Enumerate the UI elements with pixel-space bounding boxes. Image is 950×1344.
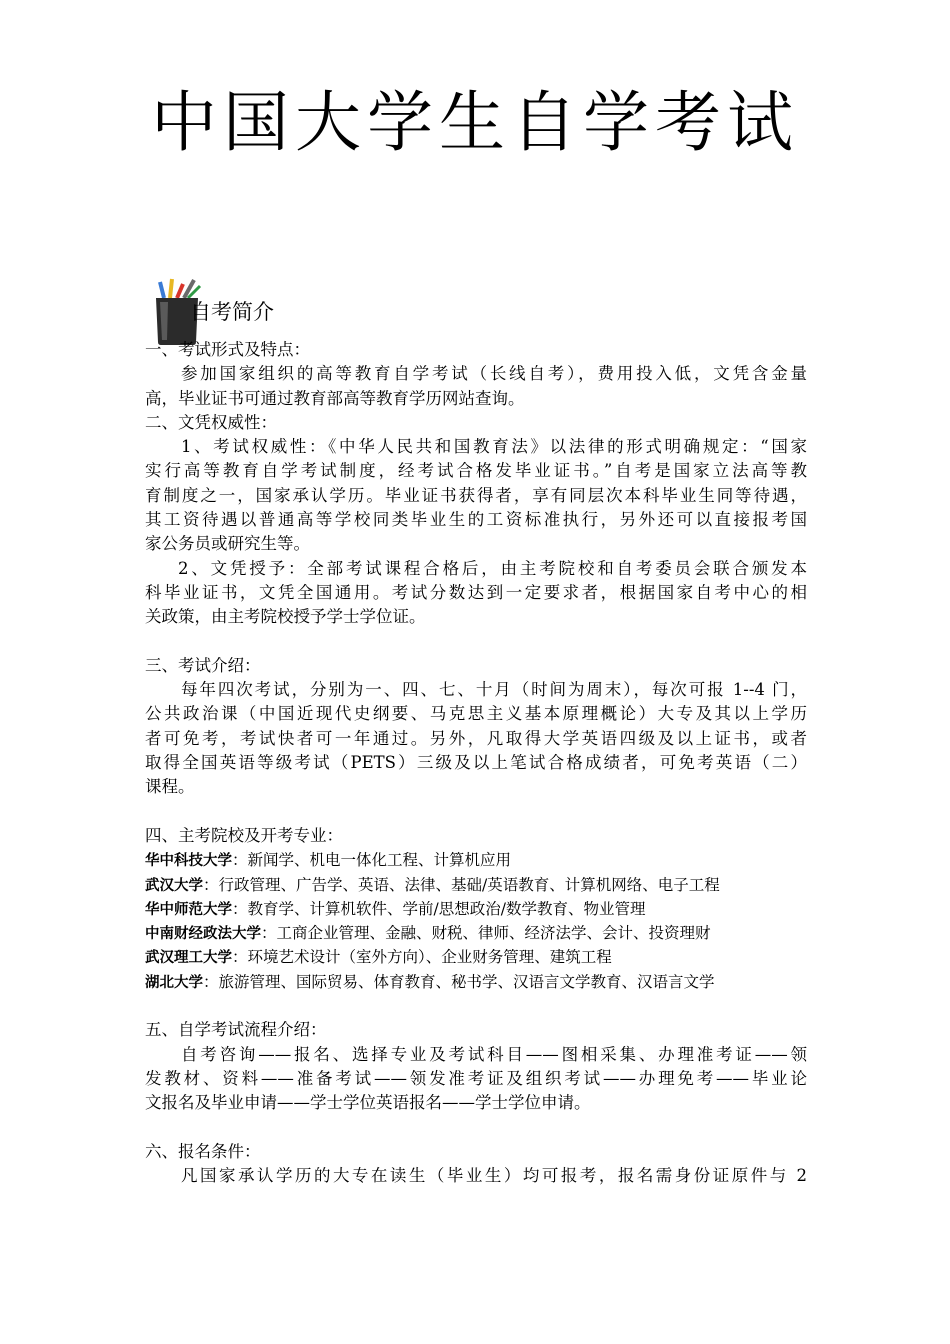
- paragraph-line: 取得全国英语等级考试（PETS）三级及以上笔试合格成绩者，可免考英语（二）: [145, 753, 807, 773]
- school-item: [145, 945, 807, 969]
- paragraph-line: 自考咨询——报名、选择专业及考试科目——图相采集、办理准考证——领: [181, 1044, 807, 1064]
- heading-authority: 二、文凭权威性：: [145, 412, 277, 432]
- paragraph-line: 高，毕业证书可通过教育部高等教育学历网站查询。: [145, 388, 525, 408]
- school-majors: ：环境艺术设计（室外方向）、企业财务管理、建筑工程: [232, 948, 612, 967]
- heading-schools: 四、主考院校及开考专业：: [145, 825, 343, 845]
- section-heading: 自考简介: [190, 300, 274, 324]
- school-item: [145, 970, 807, 994]
- document-title: 中国大学生自学考试: [151, 84, 799, 161]
- school-majors: ：新闻学、机电一体化工程、计算机应用: [232, 851, 512, 870]
- school-item: [145, 873, 807, 897]
- paragraph-line: 参加国家组织的高等教育自学考试（长线自考），费用投入低，文凭含金量: [181, 364, 807, 384]
- heading-process: 五、自学考试流程介绍：: [145, 1020, 327, 1040]
- paragraph-line: 公共政治课（中国近现代史纲要、马克思主义基本原理概论）大专及其以上学历: [145, 704, 807, 724]
- school-majors: ：行政管理、广告学、英语、法律、基础/英语教育、计算机网络、电子工程: [203, 875, 720, 894]
- paragraph-line: 实行高等教育自学考试制度，经考试合格发毕业证书。”自考是国家立法高等教: [145, 461, 807, 481]
- paragraph-line: 发教材、资料——准备考试——领发准考证及组织考试——办理免考——毕业论: [145, 1068, 807, 1088]
- school-name: 武汉理工大学: [145, 950, 232, 967]
- paragraph-line: 2、文凭授予：全部考试课程合格后，由主考院校和自考委员会联合颁发本: [178, 558, 807, 578]
- school-name: 武汉大学: [145, 877, 203, 894]
- paragraph-line: 者可免考，考试快者可一年通过。另外，凡取得大学英语四级及以上证书，或者: [145, 728, 807, 748]
- school-name: 中南财经政法大学: [145, 926, 261, 943]
- school-majors: ：工商企业管理、金融、财税、律师、经济法学、会计、投资理财: [261, 924, 711, 943]
- paragraph-line: 其工资待遇以普通高等学校同类毕业生的工资标准执行，另外还可以直接报考国: [145, 510, 807, 530]
- paragraph-line: 育制度之一，国家承认学历。毕业证书获得者，享有同层次本科毕业生同等待遇，: [145, 485, 807, 505]
- heading-exam-format: 一、考试形式及特点：: [145, 340, 310, 359]
- paragraph-line: 文报名及毕业申请——学士学位英语报名——学士学位申请。: [145, 1093, 591, 1113]
- school-item: [145, 921, 807, 945]
- school-item: [145, 848, 807, 872]
- paragraph-line: 关政策，由主考院校授予学士学位证。: [145, 607, 426, 627]
- paragraph-line: 每年四次考试，分别为一、四、七、十月（时间为周末），每次可报 1--4 门，: [181, 680, 807, 700]
- heading-exam-intro: 三、考试介绍：: [145, 655, 261, 675]
- school-majors: ：教育学、计算机软件、学前/思想政治/数学教育、物业管理: [232, 899, 646, 918]
- document-body: [145, 338, 807, 1188]
- school-name: 华中科技大学: [145, 853, 232, 870]
- school-majors: ：旅游管理、国际贸易、体育教育、秘书学、汉语言文学教育、汉语言文学: [203, 972, 715, 991]
- paragraph-line: 凡国家承认学历的大专在读生（毕业生）均可报考，报名需身份证原件与 2: [181, 1166, 807, 1186]
- school-name: 华中师范大学: [145, 901, 232, 918]
- school-name: 湖北大学: [145, 974, 203, 991]
- heading-requirements: 六、报名条件：: [145, 1141, 261, 1161]
- paragraph-line: 1、考试权威性：《中华人民共和国教育法》以法律的形式明确规定：“国家: [181, 437, 807, 457]
- paragraph-line: 家公务员或研究生等。: [145, 534, 310, 554]
- school-item: [145, 897, 807, 921]
- paragraph-line: 课程。: [145, 777, 195, 797]
- paragraph-line: 科毕业证书，文凭全国通用。考试分数达到一定要求者，根据国家自考中心的相: [145, 582, 807, 602]
